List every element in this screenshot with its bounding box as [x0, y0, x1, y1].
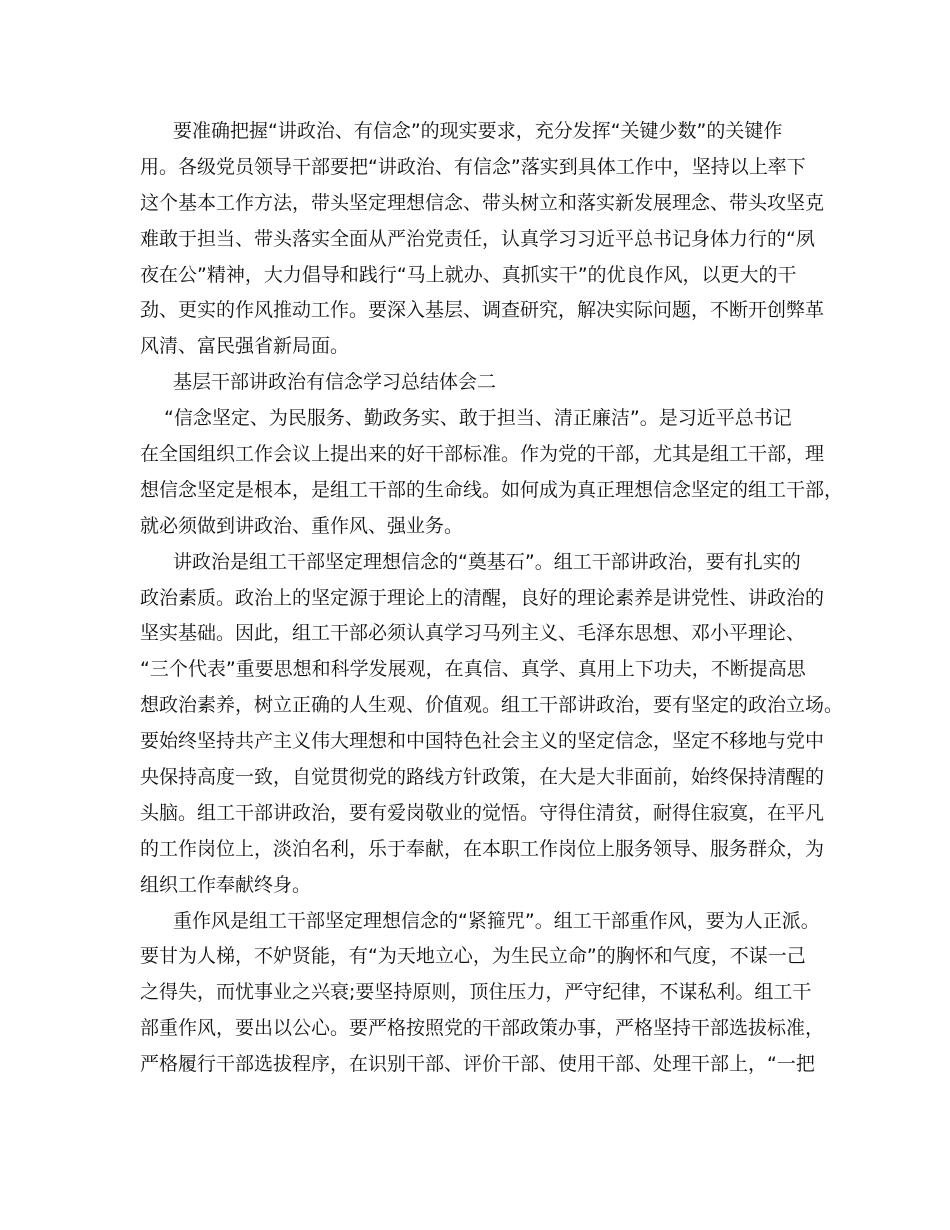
text-line: 风清、富民强省新局面。: [140, 335, 350, 358]
text-line: 用。各级党员领导干部要把“讲政治、有信念”落实到具体工作中，坚持以上率下: [140, 155, 806, 178]
text-line: “三个代表”重要思想和科学发展观，在真信、真学、真用上下功夫，不断提高思: [140, 658, 806, 681]
text-line: 政治素质。政治上的坚定源于理论上的清醒，良好的理论素养是讲党性、讲政治的: [140, 586, 825, 609]
text-line: 要甘为人梯，不妒贤能，有“为天地立心，为生民立命”的胸怀和气度，不谋一己: [140, 945, 806, 968]
text-line: 这个基本工作方法，带头坚定理想信念、带头树立和落实新发展理念、带头攻坚克: [140, 191, 825, 214]
text-line: 头脑。组工干部讲政治，要有爱岗敬业的觉悟。守得住清贫，耐得住寂寞，在平凡: [140, 801, 825, 824]
text-line: “信念坚定、为民服务、勤政务实、敢于担当、清正廉洁”。是习近平总书记: [164, 407, 792, 430]
text-line: 就必须做到讲政治、重作风、强业务。: [140, 514, 464, 537]
text-line: 的工作岗位上，淡泊名利，乐于奉献，在本职工作岗位上服务领导、服务群众，为: [140, 837, 825, 860]
text-line: 讲政治是组工干部坚定理想信念的“奠基石”。组工干部讲政治，要有扎实的: [173, 550, 801, 573]
text-line: 要准确把握“讲政治、有信念”的现实要求，充分发挥“关键少数”的关键作: [173, 120, 783, 142]
text-line: 之得失，而忧事业之兴衰;要坚持原则，顶住压力，严守纪律，不谋私利。组工干: [140, 981, 812, 1004]
text-line: 想政治素养，树立正确的人生观、价值观。组工干部讲政治，要有坚定的政治立场。: [140, 694, 844, 717]
section-heading: 基层干部讲政治有信念学习总结体会二: [173, 371, 497, 394]
text-line: 重作风是组工干部坚定理想信念的“紧箍咒”。组工干部重作风，要为人正派。: [173, 909, 820, 932]
text-line: 坚实基础。因此，组工干部必须认真学习马列主义、毛泽东思想、邓小平理论、: [140, 622, 806, 645]
text-line: 夜在公”精神，大力倡导和践行“马上就办、真抓实干”的优良作风，以更大的干: [140, 263, 797, 286]
text-line: 严格履行干部选拔程序，在识别干部、评价干部、使用干部、处理干部上，“一把: [140, 1053, 815, 1076]
text-line: 组织工作奉献终身。: [140, 873, 312, 896]
text-line: 想信念坚定是根本，是组工干部的生命线。如何成为真正理想信念坚定的组工干部，: [140, 478, 844, 501]
text-line: 劲、更实的作风推动工作。要深入基层、调查研究，解决实际问题，不断开创弊革: [140, 299, 825, 322]
text-line: 部重作风，要出以公心。要严格按照党的干部政策办事，严格坚持干部选拔标准，: [140, 1017, 825, 1040]
document-body: [140, 114, 844, 1083]
text-line: 在全国组织工作会议上提出来的好干部标准。作为党的干部，尤其是组工干部，理: [140, 443, 825, 466]
text-line: 难敢于担当、带头落实全面从严治党责任，认真学习习近平总书记身体力行的“夙: [140, 227, 815, 250]
text-line: 央保持高度一致，自觉贯彻党的路线方针政策，在大是大非面前，始终保持清醒的: [140, 766, 825, 789]
text-line: 要始终坚持共产主义伟大理想和中国特色社会主义的坚定信念，坚定不移地与党中: [140, 730, 825, 753]
